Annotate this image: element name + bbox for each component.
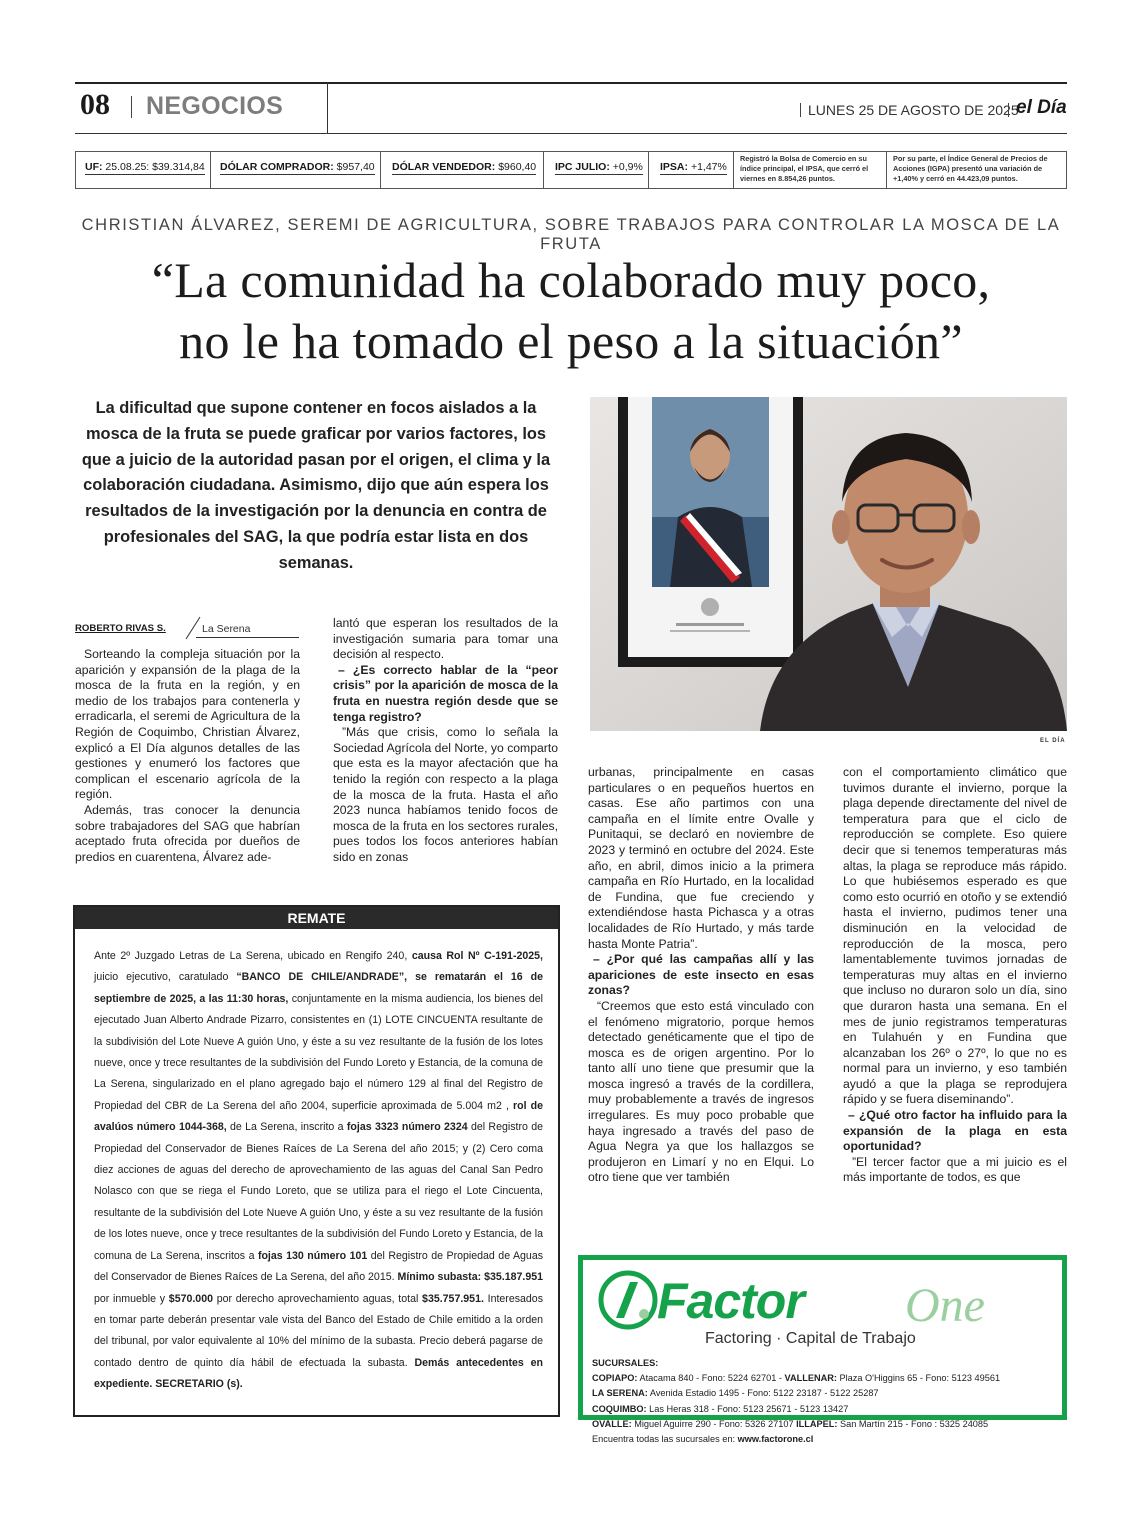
issue-date: LUNES 25 DE AGOSTO DE 2025 bbox=[808, 102, 1019, 118]
branches-label bbox=[592, 1356, 1057, 1371]
body-column-2 bbox=[333, 616, 558, 866]
header-bottom-rule bbox=[75, 133, 1067, 134]
article-lead: La dificultad que supone contener en focos aislados a la mosca de la fruta se puede graficar por varios factores, los que a juicio de la autoridad pasan por el origen, el clima y la colaboración ciudadana. Asimismo, dijo que aún espera los resultados de la investigación por la denuncia en contra de profesionales del SAG, la que podría estar lista en dos semanas. bbox=[81, 399, 551, 572]
paragraph: con el comportamiento climático que tuvimos durante el invierno, porque la plaga depende directamente del nivel de temperatura para que el ciclo de reproducción se complete. Eso quiere decir que si tenemos temperaturas más altas, la plaga se reproduce más rápido. Lo que hubiésemos esperado es que como esto ocurrió en otoño y se extendió hasta el invierno, pudimos tener una disminución en la velocidad de reproducción de la mosca, pero lamentablemente tuvimos jornadas de temperaturas muy altas en el invierno que incluso no duraron solo un día, sino que duraron hasta una semana. En el mes de junio registramos temperaturas en Tulahuén y en Fundina que alcanzaban los 26º o 27º, lo que no es normal para un invierno, y eso también ayudó a que la plaga se reprodujera rápido y se fuera diseminando”. bbox=[843, 765, 1067, 1107]
indicator-ipsa: IPSA: +1,47% bbox=[660, 161, 727, 173]
indicator-divider bbox=[648, 151, 649, 189]
remate-title: REMATE bbox=[75, 907, 558, 929]
indicator-uf: UF: 25.08.25: $39.314,84 bbox=[85, 161, 205, 173]
remate-segment-bold: $570.000 bbox=[168, 1292, 213, 1305]
article-kicker: CHRISTIAN ÁLVAREZ, SEREMI DE AGRICULTURA, SOBRE TRABAJOS PARA CONTROLAR LA MOSCA DE LA FRUTA bbox=[81, 216, 1061, 253]
remate-segment-bold: fojas 130 número 101 bbox=[257, 1249, 368, 1262]
igpa-note: Por su parte, el Índice General de Precios de Acciones (IGPA) presentó una variación de +1,40% y cerró en 44.423,09 puntos. bbox=[893, 154, 1048, 183]
indicator-divider bbox=[380, 151, 381, 189]
branch-line bbox=[592, 1402, 1057, 1417]
byline: ROBERTO RIVAS S. bbox=[75, 623, 166, 634]
indicator-dolar-comprador: DÓLAR COMPRADOR: $957,40 bbox=[220, 161, 375, 173]
remate-text bbox=[94, 946, 543, 1396]
place-rule bbox=[196, 637, 299, 638]
factorone-logo-icon bbox=[596, 1268, 660, 1332]
paragraph: urbanas, principalmente en casas particulares o en pequeños huertos en casas. Ese año partimos con una campaña en el límite entre Ovalle y Punitaqui, se declaró en noviembre de 2023 y terminó en octubre del 2024. Este año, en abril, dimos inicio a la primera campaña en Río Hurtado, en la localidad de Fundina, que fue creciendo y extendiéndose hasta Pichasca y a otras localidades de Río Hurtado, y más tarde hasta Monte Patria”. bbox=[588, 765, 814, 951]
branch-city: COPIAPO: bbox=[592, 1373, 638, 1384]
indicator-divider bbox=[733, 151, 734, 189]
remate-segment: por derecho aprovechamiento aguas, total bbox=[212, 1292, 423, 1305]
factorone-logo-one: One bbox=[905, 1279, 985, 1332]
remate-segment: de La Serena, inscrito a bbox=[226, 1121, 347, 1134]
remate-segment: del Registro de Propiedad del Conservador de Bienes Raíces de La Serena del año 2015; y (2) Cero coma diez acciones de aguas del derecho de aprovechamiento de las aguas del Canal San Pedro Nolasco con que se riega el Fundo Loreto, que se utiliza para el riego el Lote Cincuenta, resultante de la subdivisión del Lote Nueve A guión Uno, y éste a su vez resultante de la fusión de los lotes nueve, once y trece resultantes de la subdivisión del Fundo Loreto y Estancia, de la comuna de La Serena, inscritos a bbox=[94, 1121, 543, 1262]
interview-question: – ¿Por qué las campañas allí y las apariciones de este insecto en esas zonas? bbox=[588, 952, 814, 998]
factorone-logo-text: Factor bbox=[657, 1273, 804, 1329]
paragraph: ”El tercer factor que a mi juicio es el más importante de todos, es que bbox=[843, 1154, 1067, 1185]
branch-line bbox=[592, 1432, 1057, 1447]
branch-city: VALLENAR: bbox=[784, 1373, 837, 1384]
branch-info: Plaza O'Higgins 65 - Fono: 5123 49561 bbox=[836, 1373, 1001, 1384]
branch-info: Miguel Aguirre 290 - Fono: 5326 27107 bbox=[631, 1418, 797, 1429]
branch-info: Atacama 840 - Fono: 5224 62701 - bbox=[637, 1373, 785, 1384]
interview-question: – ¿Es correcto hablar de la “peor crisis” por la aparición de mosca de la fruta en nuestra región desde que se tenga registro? bbox=[333, 662, 558, 724]
branch-line bbox=[592, 1371, 1057, 1386]
brand-separator bbox=[1008, 103, 1009, 117]
headline-line-2: no le ha tomado el peso a la situación” bbox=[179, 313, 963, 369]
interview-question: – ¿Qué otro factor ha influido para la expansión de la plaga en esta oportunidad? bbox=[843, 1108, 1067, 1154]
indicator-divider bbox=[886, 151, 887, 189]
remate-segment: del Registro de Propiedad de Aguas del Conservador de Bienes Raíces de La Serena, del año 2015. bbox=[94, 1249, 544, 1284]
branches-heading: SUCURSALES: bbox=[592, 1358, 659, 1368]
remate-segment: juicio ejecutivo, caratulado bbox=[94, 971, 237, 984]
remate-segment-bold: fojas 3323 número 2324 bbox=[346, 1121, 468, 1134]
paragraph: “Creemos que esto está vinculado con el fenómeno migratorio, porque hemos detectado genéticamente que el tipo de mosca es de origen argentino. Por lo tanto allí uno tiene que presumir que la mosca ingresó a través de la cordillera, muy probablemente a través de ingresos irregulares. Es muy poco probable que haya ingresado a través del paso de Agua Negra ya que los hallazgos se produjeron en Limarí y no en Elqui. Lo otro tiene que ver también bbox=[588, 998, 814, 1185]
branch-city: COQUIMBO: bbox=[592, 1403, 647, 1414]
branch-line bbox=[592, 1417, 1057, 1432]
section-separator bbox=[131, 96, 132, 118]
newspaper-brand: el Día bbox=[1016, 97, 1067, 118]
paragraph: lantó que esperan los resultados de la investigación sumaria para tomar una decisión al respecto. bbox=[333, 616, 558, 662]
branch-city: ILLAPEL: bbox=[796, 1418, 838, 1429]
seremi-portrait-illustration bbox=[590, 397, 1067, 731]
branch-city: OVALLE: bbox=[592, 1418, 632, 1429]
date-separator bbox=[800, 103, 801, 117]
branch-info: Las Heras 318 - Fono: 5123 25671 - 5123 13427 bbox=[646, 1403, 849, 1414]
branch-city: LA SERENA: bbox=[592, 1388, 648, 1399]
dateline-place: La Serena bbox=[202, 623, 251, 635]
branch-info: San Martín 215 - Fono : 5325 24085 bbox=[837, 1418, 989, 1429]
remate-segment-bold: Mínimo subasta: $35.187.951 bbox=[397, 1271, 543, 1284]
indicator-ipc: IPC JULIO: +0,9% bbox=[555, 161, 643, 173]
branch-line bbox=[592, 1386, 1057, 1401]
paragraph: Sorteando la compleja situación por la aparición y expansión de la plaga de la mosca de la fruta en la región, y en medio de los trabajos para contenerla y erradicarla, el seremi de Agricultura de la Región de Coquimbo, Christian Álvarez, explicó a El Día algunos detalles de las gestiones y enumeró los factores que complican el escenario agrícola de la región. bbox=[75, 647, 300, 802]
body-column-3 bbox=[588, 765, 814, 1186]
paragraph: Además, tras conocer la denuncia sobre trabajadores del SAG que habrían aceptado fruta ofrecida por dueños de predios en cuarentena, Álvarez ade- bbox=[75, 802, 300, 864]
photo-credit: EL DÍA bbox=[1040, 738, 1066, 744]
page-number: 08 bbox=[80, 88, 110, 121]
branch-info: Avenida Estadio 1495 - Fono: 5122 23187 - 5122 25287 bbox=[647, 1388, 879, 1399]
remate-segment: por inmueble y bbox=[94, 1292, 169, 1305]
article-photo bbox=[590, 397, 1067, 731]
remate-segment-bold: causa Rol Nº C-191-2025, bbox=[411, 950, 543, 962]
remate-segment-bold: “BANCO DE CHILE/ANDRADE”, se rematarán el 16 de septiembre de 2025, a las 11:30 horas, bbox=[94, 971, 543, 1005]
body-column-1 bbox=[75, 647, 300, 865]
ad-website-link[interactable]: www.factorone.cl bbox=[737, 1434, 814, 1445]
article-headline bbox=[60, 250, 1082, 372]
headline-line-1: “La comunidad ha colaborado muy poco, bbox=[151, 252, 991, 308]
branch-info: Encuentra todas las sucursales en: bbox=[592, 1434, 738, 1445]
remate-segment-bold: $35.757.951. bbox=[422, 1292, 484, 1305]
remate-segment: conjuntamente en la misma audiencia, los bienes del ejecutado Juan Alberto Andrade Pizarro, consistentes en (1) LOTE CINCUENTA resultante de la subdivisión del Lote Nueve A guión Uno, y éste a su vez resultante de la fusión de los lotes nueve, once y trece resultantes de la subdivisión del Fundo Loreto y Estancia, de la comuna de La Serena, singularizado en el plano agregado bajo el número 129 al final del Registro de Propiedad del CBR de La Serena del año 2004, superficie aproximada de 5.004 m2 , bbox=[94, 992, 543, 1112]
remate-segment: Ante 2º Juzgado Letras de La Serena, ubicado en Rengifo 240, bbox=[94, 950, 412, 962]
remate-segment-bold: rol de avalúos número 1044-368, bbox=[94, 1099, 543, 1134]
ipsa-note: Registró la Bolsa de Comercio en su índice principal, el IPSA, que cerró el viernes en 8.854,26 puntos. bbox=[740, 154, 869, 183]
indicator-divider bbox=[210, 151, 211, 189]
top-rule bbox=[75, 82, 1067, 84]
header-divider bbox=[327, 82, 328, 133]
indicator-dolar-vendedor: DÓLAR VENDEDOR: $960,40 bbox=[392, 161, 537, 173]
paragraph: ”Más que crisis, como lo señala la Sociedad Agrícola del Norte, yo comparto que esta es la mayor afectación que ha tenido la región con respecto a la plaga de la mosca de la fruta. Hasta el año 2023 nunca habíamos tenido focos de mosca de la fruta en los sectores rurales, pues todos los focos anteriores habían sido en zonas bbox=[333, 725, 558, 864]
section-title: NEGOCIOS bbox=[146, 92, 284, 120]
body-column-4 bbox=[843, 765, 1067, 1186]
indicator-divider bbox=[543, 151, 544, 189]
ad-branches bbox=[592, 1356, 1057, 1447]
ad-slogan: Factoring · Capital de Trabajo bbox=[705, 1330, 916, 1347]
remate-segment-bold: Demás antecedentes en expediente. SECRETARIO (s). bbox=[94, 1356, 543, 1391]
remate-segment: Interesados en tomar parte deberán presentar vale vista del Banco del Estado de Chile emitido a la orden del tribunal, por valor equivalente al 10% del mínimo de la subasta. Precio deberá pagarse de contado dentro de quinto día hábil de efectuada la subasta. bbox=[94, 1292, 543, 1369]
